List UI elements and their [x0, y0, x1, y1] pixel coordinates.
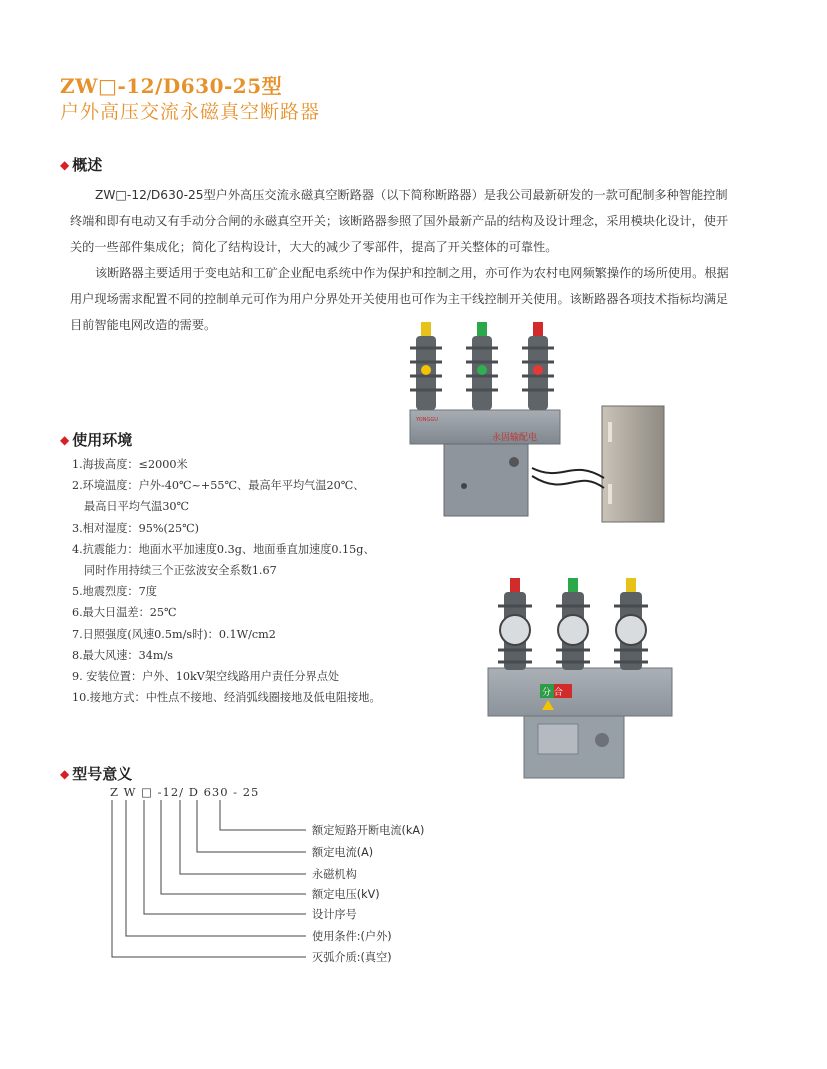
model-legend-lines — [100, 798, 315, 963]
overview-text — [70, 182, 730, 338]
overview-paragraph-1: ZW□-12/D630-25型户外高压交流永磁真空断路器（以下简称断路器）是我公司最新研发的一款可配制多种智能控制终端和即有电动又有手动分合闸的永磁真空开关；该断路器参照了国外最新产品的结构及设计理念，采用模块化设计，使开关的一些部件集成化；简化了结构设计，大大的减少了零部件，提高了开关整体的可靠性。 — [70, 188, 729, 254]
model-meaning-heading — [60, 763, 132, 784]
diamond-bullet-icon: ◆ — [60, 433, 70, 447]
breaker-photo-bottom — [482, 572, 682, 780]
legend-item: 设计序号 — [312, 908, 357, 921]
overview-heading — [60, 154, 102, 175]
panel-label: 分 合 — [542, 688, 563, 698]
legend-item: 灭弧介质:(真空) — [312, 951, 392, 964]
tank-label: 永固输配电 — [492, 433, 538, 443]
env-item: 5.地震烈度：7度 — [72, 585, 157, 599]
env-item: 2.环境温度：户外-40℃~+55℃、最高年平均气温20℃、 — [72, 479, 365, 493]
diamond-bullet-icon: ◆ — [60, 767, 70, 781]
env-item: 最高日平均气温30℃ — [84, 500, 190, 514]
legend-item: 额定短路开断电流(kA) — [312, 824, 425, 837]
env-item: 6.最大日温差：25℃ — [72, 606, 177, 620]
model-meaning-heading-text: 型号意义 — [72, 765, 133, 783]
product-model-title: ZW□-12/D630-25型 — [60, 74, 283, 98]
product-name-title: 户外高压交流永磁真空断路器 — [60, 101, 321, 123]
tank-brand: YONGGU — [416, 417, 438, 423]
env-item: 3.相对湿度：95%(25℃) — [72, 521, 199, 535]
legend-item: 额定电流(A) — [312, 846, 374, 859]
env-item: 9. 安装位置：户外、10kV架空线路用户责任分界点处 — [72, 670, 340, 684]
env-item: 1.海拔高度：≤2000米 — [72, 458, 188, 471]
env-item: 7.日照强度(风速0.5m/s时)：0.1W/cm2 — [72, 627, 276, 641]
overview-paragraph-2: 该断路器主要适用于变电站和工矿企业配电系统中作为保护和控制之用，亦可作为农村电网频繁操作的场所使用。根据用户现场需求配置不同的控制单元可作为用户分界处开关使用也可作为主干线控制开关使用。该断路器各项技术指标均满足目前智能电网改造的需要。 — [70, 266, 729, 332]
diamond-bullet-icon: ◆ — [60, 158, 70, 172]
legend-item: 额定电压(kV) — [312, 888, 380, 901]
environment-heading — [60, 429, 132, 450]
legend-item: 永磁机构 — [312, 868, 357, 881]
overview-heading-text: 概述 — [72, 156, 103, 174]
env-item: 4.抗震能力：地面水平加速度0.3g、地面垂直加速度0.15g、 — [72, 542, 375, 556]
model-code: Z W □ -12/ D 630 - 25 — [110, 785, 260, 799]
env-item: 同时作用持续三个正弦波安全系数1.67 — [84, 564, 277, 578]
environment-list — [72, 454, 452, 708]
env-item: 8.最大风速：34m/s — [72, 648, 173, 662]
env-item: 10.接地方式：中性点不接地、经消弧线圈接地及低电阻接地。 — [72, 691, 381, 705]
legend-item: 使用条件:(户外) — [312, 930, 392, 943]
environment-heading-text: 使用环境 — [72, 431, 133, 449]
